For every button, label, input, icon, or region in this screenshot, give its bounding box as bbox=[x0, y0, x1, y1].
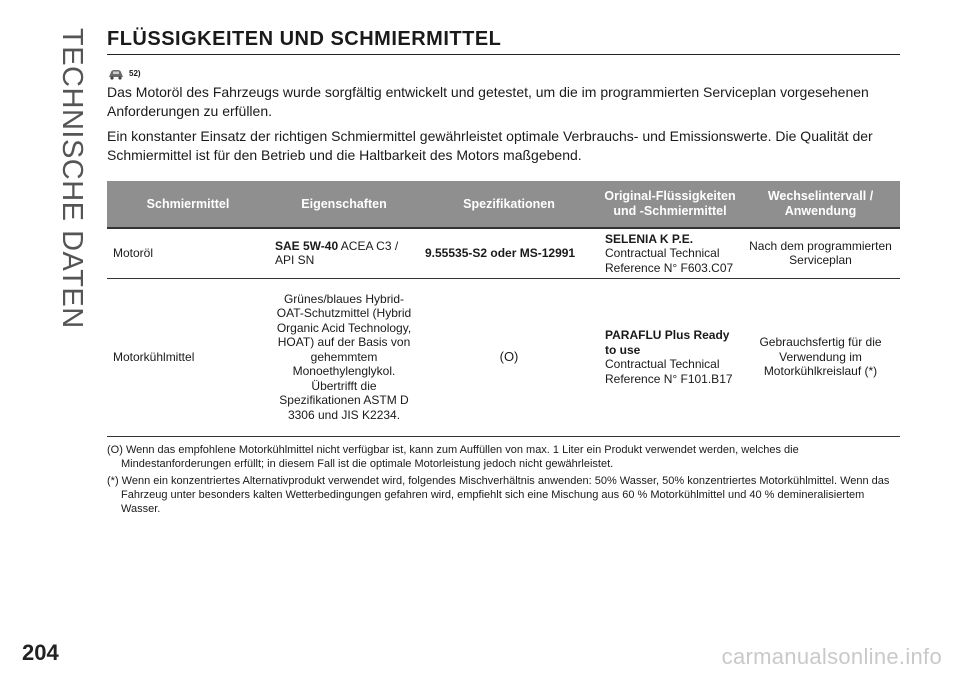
note-reference bbox=[107, 65, 900, 81]
note-reference-number: 52) bbox=[129, 68, 141, 78]
cell-original-bold: SELENIA K P.E. bbox=[605, 231, 694, 246]
cell-properties-bold: SAE 5W-40 bbox=[275, 238, 339, 253]
cell-name: Motoröl bbox=[107, 228, 269, 278]
cell-name: Motorkühlmittel bbox=[107, 278, 269, 436]
header-schmiermittel: Schmiermittel bbox=[107, 181, 269, 228]
cell-original bbox=[599, 278, 741, 436]
warning-car-icon bbox=[107, 66, 125, 80]
header-wechselintervall: Wechselintervall / Anwendung bbox=[741, 181, 900, 228]
header-eigenschaften: Eigenschaften bbox=[269, 181, 419, 228]
page-content bbox=[107, 28, 900, 516]
page-title: FLÜSSIGKEITEN UND SCHMIERMITTEL bbox=[107, 28, 900, 55]
footnote-o: (O) Wenn das empfohlene Motorkühlmittel nicht verfügbar ist, kann zum Auffüllen von max. 1 Liter ein Produkt verwendet werden, welches die Mindestanforderungen erfüllt; in diesem Fall ist die optimale Motorleistung jedoch nicht gewährleistet. bbox=[107, 443, 799, 470]
watermark: carmanualsonline.info bbox=[721, 644, 942, 669]
cell-original-rest: Contractual Technical Reference N° F101.B17 bbox=[605, 357, 733, 386]
cell-properties-rest: ACEA C3 / API SN bbox=[275, 238, 399, 268]
cell-original-bold: PARAFLU Plus Ready to use bbox=[605, 328, 730, 357]
cell-specification: (O) bbox=[419, 278, 599, 436]
intro-paragraph-1: Das Motoröl des Fahrzeugs wurde sorgfältig entwickelt und getestet, um die im programmierten Serviceplan vorgesehenen Anforderungen zu erfüllen. bbox=[107, 84, 869, 119]
table-row bbox=[107, 278, 900, 436]
section-label-text: TECHNISCHE DATEN bbox=[56, 28, 88, 329]
cell-original bbox=[599, 228, 741, 278]
cell-interval: Nach dem programmierten Serviceplan bbox=[741, 228, 900, 278]
table-row bbox=[107, 228, 900, 278]
header-original-fluessigkeiten: Original-Flüssigkeiten und -Schmiermittel bbox=[599, 181, 741, 228]
footnote-star: (*) Wenn ein konzentriertes Alternativprodukt verwendet wird, folgendes Mischverhältnis anwenden: 50% Wasser, 50% konzentriertes Motorkühlmittel. Wenn das Fahrzeug unter besonders kalten Wetterbedingungen gefahren wird, empfiehlt sich eine Mischung aus 60 % Motorkühlmittel und 40 % demineralisiertem Wasser. bbox=[107, 474, 890, 515]
lubricants-table bbox=[107, 181, 900, 437]
header-spezifikationen: Spezifikationen bbox=[419, 181, 599, 228]
table-header-row bbox=[107, 181, 900, 228]
page-number: 204 bbox=[22, 640, 59, 665]
cell-interval: Gebrauchsfertig für die Verwendung im Motorkühlkreislauf (*) bbox=[741, 278, 900, 436]
intro-paragraph-2: Ein konstanter Einsatz der richtigen Schmiermittel gewährleistet optimale Verbrauchs- und Emissionswerte. Die Qualität der Schmiermittel ist für den Betrieb und die Haltbarkeit des Motors maßgebend. bbox=[107, 128, 873, 163]
cell-original-rest: Contractual Technical Reference N° F603.C07 bbox=[605, 246, 734, 275]
section-side-label bbox=[40, 0, 100, 329]
cell-properties bbox=[269, 228, 419, 278]
cell-properties: Grünes/blaues Hybrid-OAT-Schutzmittel (Hybrid Organic Acid Technology, HOAT) auf der Basis von gehemmtem Monoethylenglykol. Übertrifft die Spezifikationen ASTM D 3306 und JIS K2234. bbox=[269, 278, 419, 436]
cell-specification: 9.55535-S2 oder MS-12991 bbox=[419, 228, 599, 278]
